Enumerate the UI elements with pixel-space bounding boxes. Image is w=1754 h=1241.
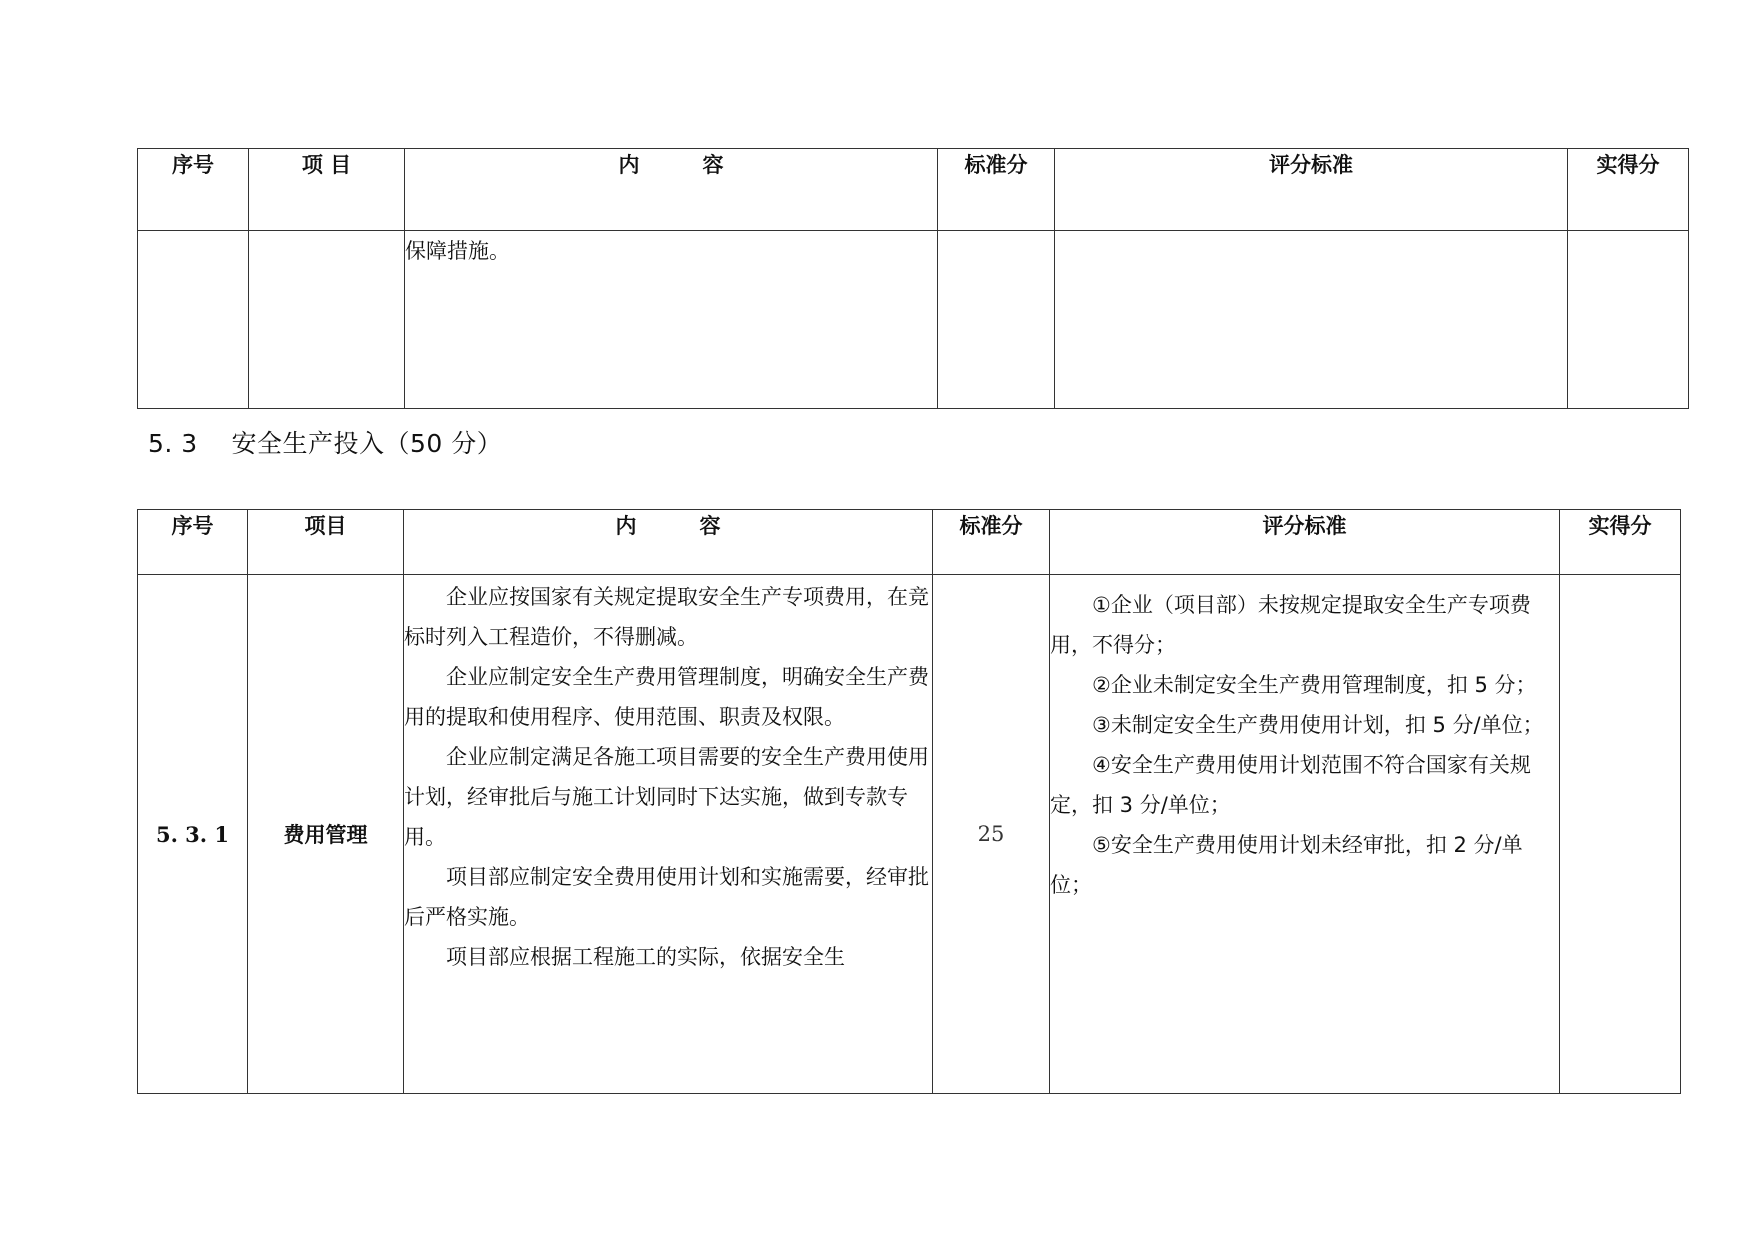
- header-item: 项目: [248, 510, 404, 575]
- seq-cell: 5. 3. 1: [138, 575, 248, 1094]
- header-standard-score: 标准分: [938, 149, 1055, 231]
- content-cell: [405, 231, 938, 409]
- standard-score-cell: [938, 231, 1055, 409]
- header-criteria: 评分标准: [1055, 149, 1568, 231]
- criteria-cell: [1050, 575, 1560, 1094]
- header-seq: 序号: [138, 510, 248, 575]
- header-actual-score: 实得分: [1568, 149, 1689, 231]
- criteria-item: ①企业（项目部）未按规定提取安全生产专项费用，不得分；: [1050, 593, 1531, 657]
- section-number: 5. 3: [148, 429, 198, 458]
- criteria-item: ②企业未制定安全生产费用管理制度，扣 5 分；: [1092, 673, 1537, 697]
- item-cell: 费用管理: [248, 575, 404, 1094]
- content-text: 保障措施。: [405, 239, 510, 263]
- standard-score-cell: 25: [933, 575, 1050, 1094]
- actual-score-cell: [1568, 231, 1689, 409]
- header-seq: 序号: [138, 149, 249, 231]
- scoring-table-continued: [137, 148, 1689, 409]
- content-paragraph: 企业应按国家有关规定提取安全生产专项费用，在竞标时列入工程造价，不得删减。: [404, 585, 929, 649]
- table-header-row: [138, 149, 1689, 231]
- section-heading: [148, 424, 502, 460]
- criteria-cell: [1055, 231, 1568, 409]
- content-paragraph: 项目部应制定安全费用使用计划和实施需要，经审批后严格实施。: [404, 865, 929, 929]
- criteria-item: ③未制定安全生产费用使用计划，扣 5 分/单位；: [1092, 713, 1544, 737]
- content-paragraph: 项目部应根据工程施工的实际，依据安全生: [446, 945, 845, 969]
- table-header-row: [138, 510, 1681, 575]
- table-row: [138, 575, 1681, 1094]
- header-item: 项 目: [249, 149, 405, 231]
- content-paragraph: 企业应制定满足各施工项目需要的安全生产费用使用计划，经审批后与施工计划同时下达实施，做到专款专用。: [404, 745, 929, 849]
- item-cell: [249, 231, 405, 409]
- seq-cell: [138, 231, 249, 409]
- content-paragraph: 企业应制定安全生产费用管理制度，明确安全生产费用的提取和使用程序、使用范围、职责及权限。: [404, 665, 929, 729]
- section-title-text: 安全生产投入（50 分）: [231, 429, 503, 458]
- scoring-table-5-3: [137, 509, 1681, 1094]
- header-standard-score: 标准分: [933, 510, 1050, 575]
- header-criteria: 评分标准: [1050, 510, 1560, 575]
- actual-score-cell: [1560, 575, 1681, 1094]
- header-content: 内 容: [405, 149, 938, 231]
- content-cell: [404, 575, 933, 1094]
- content-wrapper: [404, 577, 932, 1092]
- criteria-item: ⑤安全生产费用使用计划未经审批，扣 2 分/单位；: [1050, 833, 1523, 897]
- table-row: [138, 231, 1689, 409]
- header-actual-score: 实得分: [1560, 510, 1681, 575]
- header-content: 内 容: [404, 510, 933, 575]
- criteria-item: ④安全生产费用使用计划范围不符合国家有关规定，扣 3 分/单位；: [1050, 753, 1531, 817]
